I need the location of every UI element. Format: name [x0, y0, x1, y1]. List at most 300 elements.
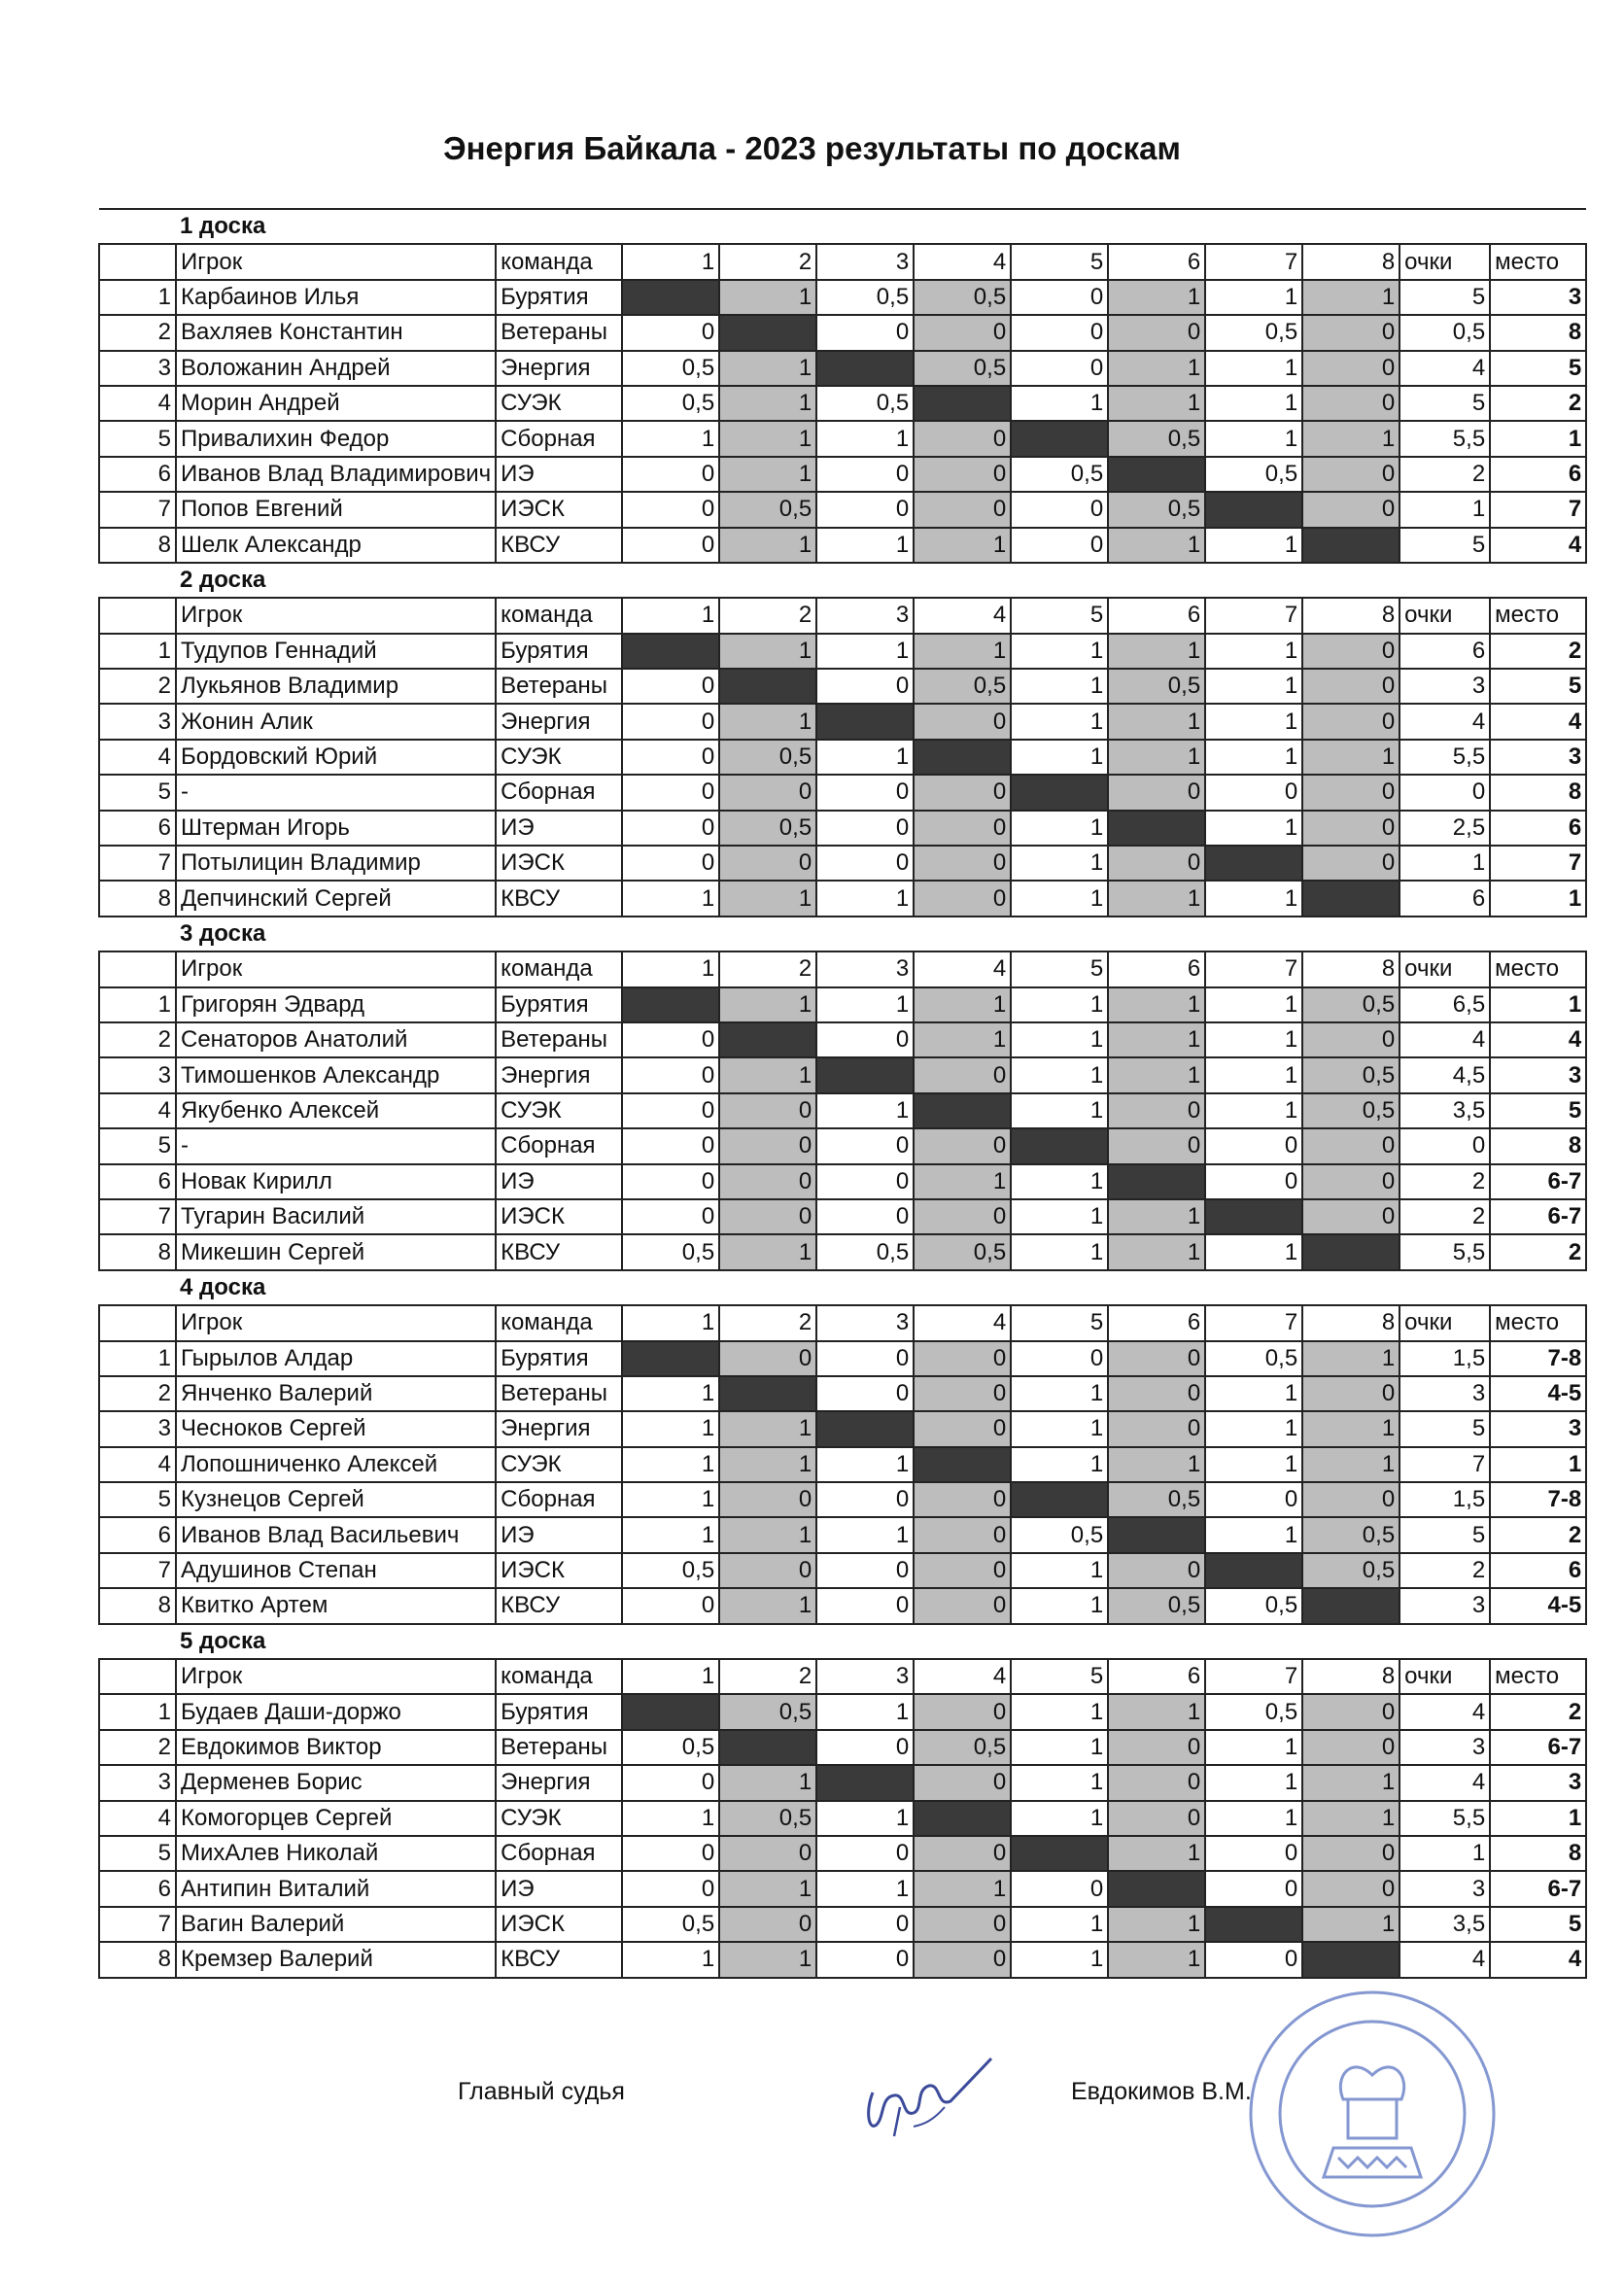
player-name: Иванов Влад Васильевич [176, 1517, 496, 1552]
result-cell: 1 [622, 881, 719, 916]
result-cell: 1 [719, 1234, 816, 1269]
header-place: место [1490, 1305, 1586, 1340]
result-cell: 1 [719, 1057, 816, 1092]
team-name: Ветераны [496, 669, 622, 704]
result-cell: 1 [1011, 1588, 1108, 1623]
diagonal-cell [914, 1447, 1011, 1482]
result-cell: 1 [1108, 1907, 1205, 1942]
diagonal-cell [1205, 1553, 1302, 1588]
result-cell: 0 [816, 1341, 914, 1376]
result-cell: 1 [719, 421, 816, 456]
header-round: 7 [1205, 1305, 1302, 1340]
result-cell: 0 [622, 1164, 719, 1199]
result-cell: 0 [816, 1164, 914, 1199]
header-round: 1 [622, 951, 719, 986]
result-cell: 1 [1108, 740, 1205, 775]
points-cell: 3 [1399, 1376, 1490, 1411]
result-cell: 0 [1011, 351, 1108, 386]
result-cell: 0 [719, 1164, 816, 1199]
header-round: 3 [816, 1659, 914, 1694]
diagonal-cell [622, 280, 719, 315]
result-cell: 0 [622, 1871, 719, 1906]
points-cell: 3,5 [1399, 1093, 1490, 1128]
table-row [99, 1553, 1586, 1588]
result-cell: 1 [1302, 1801, 1399, 1836]
result-cell: 1 [1205, 1022, 1302, 1057]
result-cell: 0,5 [719, 1801, 816, 1836]
result-cell: 0 [1011, 1341, 1108, 1376]
row-number: 2 [99, 315, 176, 350]
result-cell: 1 [816, 1871, 914, 1906]
place-cell: 6 [1490, 1553, 1586, 1588]
row-number: 6 [99, 811, 176, 846]
row-number: 4 [99, 740, 176, 775]
table-row [99, 386, 1586, 421]
result-cell: 1 [1205, 421, 1302, 456]
judge-signature [855, 2039, 1001, 2156]
place-cell: 5 [1490, 1907, 1586, 1942]
result-cell: 1 [622, 421, 719, 456]
result-cell: 0 [816, 1942, 914, 1977]
result-cell: 1 [622, 1482, 719, 1517]
result-cell: 0 [622, 1022, 719, 1057]
result-cell: 1 [1108, 987, 1205, 1022]
table-row [99, 1517, 1586, 1552]
result-cell: 1 [1302, 280, 1399, 315]
header-round: 1 [622, 1659, 719, 1694]
result-cell: 0,5 [719, 492, 816, 527]
result-cell: 0 [1108, 315, 1205, 350]
diagonal-cell [1108, 811, 1205, 846]
judge-label: Главный судья [458, 2078, 625, 2105]
result-cell: 0 [914, 1128, 1011, 1163]
header-round: 2 [719, 1659, 816, 1694]
result-cell: 0 [816, 1482, 914, 1517]
result-cell: 0,5 [914, 669, 1011, 704]
diagonal-cell [816, 1411, 914, 1446]
result-cell: 1 [622, 1517, 719, 1552]
place-cell: 2 [1490, 1234, 1586, 1269]
row-number: 5 [99, 421, 176, 456]
header-player: Игрок [176, 951, 496, 986]
header-round: 1 [622, 1305, 719, 1340]
result-cell: 0 [816, 669, 914, 704]
result-cell: 0,5 [914, 1730, 1011, 1765]
player-name: - [176, 775, 496, 810]
table-row [99, 1093, 1586, 1128]
header-player: Игрок [176, 244, 496, 279]
result-cell: 1 [1302, 1907, 1399, 1942]
place-cell: 3 [1490, 1057, 1586, 1092]
board-heading-row [99, 209, 1586, 244]
result-cell: 1 [1011, 704, 1108, 739]
result-cell: 0 [914, 1057, 1011, 1092]
result-cell: 1 [1011, 987, 1108, 1022]
team-name: Ветераны [496, 1022, 622, 1057]
player-name: Потылицин Владимир [176, 846, 496, 881]
result-cell: 0,5 [622, 386, 719, 421]
row-number: 8 [99, 1234, 176, 1269]
result-cell: 0 [816, 1836, 914, 1871]
player-name: Карбаинов Илья [176, 280, 496, 315]
header-team: команда [496, 244, 622, 279]
header-round: 1 [622, 598, 719, 633]
result-cell: 1 [719, 1447, 816, 1482]
team-name: Ветераны [496, 1730, 622, 1765]
result-cell: 1 [1011, 881, 1108, 916]
header-points: очки [1399, 244, 1490, 279]
header-place: место [1490, 244, 1586, 279]
result-cell: 1 [1205, 528, 1302, 563]
points-cell: 1 [1399, 846, 1490, 881]
result-cell: 0 [1011, 492, 1108, 527]
result-cell: 1 [1205, 1093, 1302, 1128]
result-cell: 1 [1302, 1447, 1399, 1482]
result-cell: 0 [914, 1694, 1011, 1729]
result-cell: 1 [1011, 634, 1108, 669]
place-cell: 2 [1490, 634, 1586, 669]
table-row [99, 1234, 1586, 1269]
result-cell: 0 [914, 1836, 1011, 1871]
result-cell: 0 [1302, 492, 1399, 527]
header-round: 4 [914, 244, 1011, 279]
result-cell: 0,5 [914, 1234, 1011, 1269]
row-number: 2 [99, 669, 176, 704]
place-cell: 3 [1490, 1765, 1586, 1800]
result-cell: 1 [719, 1871, 816, 1906]
table-row [99, 1022, 1586, 1057]
result-cell: 0 [1302, 846, 1399, 881]
result-cell: 0 [1302, 1022, 1399, 1057]
result-cell: 0,5 [1108, 1482, 1205, 1517]
player-name: Вагин Валерий [176, 1907, 496, 1942]
result-cell: 0 [816, 1128, 914, 1163]
result-cell: 1 [1205, 1447, 1302, 1482]
result-cell: 0,5 [816, 386, 914, 421]
team-name: Энергия [496, 1765, 622, 1800]
diagonal-cell [1108, 1164, 1205, 1199]
result-cell: 1 [914, 1022, 1011, 1057]
place-cell: 1 [1490, 1801, 1586, 1836]
diagonal-cell [622, 987, 719, 1022]
table-row [99, 1164, 1586, 1199]
points-cell: 7 [1399, 1447, 1490, 1482]
points-cell: 0,5 [1399, 315, 1490, 350]
result-cell: 1 [1011, 740, 1108, 775]
result-cell: 1 [1205, 1765, 1302, 1800]
place-cell: 5 [1490, 669, 1586, 704]
points-cell: 1,5 [1399, 1341, 1490, 1376]
table-row [99, 351, 1586, 386]
team-name: ИЭ [496, 1164, 622, 1199]
player-name: Евдокимов Виктор [176, 1730, 496, 1765]
table-row [99, 669, 1586, 704]
result-cell: 0 [816, 492, 914, 527]
diagonal-cell [1302, 528, 1399, 563]
points-cell: 5,5 [1399, 1801, 1490, 1836]
points-cell: 4 [1399, 1694, 1490, 1729]
points-cell: 5,5 [1399, 1234, 1490, 1269]
result-cell: 0,5 [1108, 421, 1205, 456]
points-cell: 1,5 [1399, 1482, 1490, 1517]
table-row [99, 1199, 1586, 1234]
table-row [99, 1376, 1586, 1411]
player-name: Новак Кирилл [176, 1164, 496, 1199]
result-cell: 0 [816, 1907, 914, 1942]
place-cell: 1 [1490, 987, 1586, 1022]
result-cell: 0 [622, 315, 719, 350]
result-cell: 0 [1205, 1128, 1302, 1163]
result-cell: 1 [1108, 1694, 1205, 1729]
header-points: очки [1399, 1659, 1490, 1694]
points-cell: 5 [1399, 280, 1490, 315]
result-cell: 0,5 [719, 740, 816, 775]
result-cell: 1 [1205, 987, 1302, 1022]
points-cell: 2 [1399, 1553, 1490, 1588]
result-cell: 1 [1108, 1942, 1205, 1977]
diagonal-cell [816, 704, 914, 739]
header-round: 8 [1302, 951, 1399, 986]
result-cell: 1 [816, 1093, 914, 1128]
result-cell: 0 [1302, 1836, 1399, 1871]
result-cell: 0 [914, 315, 1011, 350]
row-number: 3 [99, 1411, 176, 1446]
header-number-cell [99, 598, 176, 633]
team-name: КВСУ [496, 1234, 622, 1269]
place-cell: 7 [1490, 492, 1586, 527]
team-name: ИЭ [496, 457, 622, 492]
player-name: Вахляев Константин [176, 315, 496, 350]
header-round: 4 [914, 951, 1011, 986]
result-cell: 1 [622, 1801, 719, 1836]
result-cell: 1 [622, 1411, 719, 1446]
result-cell: 0,5 [622, 1907, 719, 1942]
table-row [99, 811, 1586, 846]
player-name: Шелк Александр [176, 528, 496, 563]
team-name: Энергия [496, 1057, 622, 1092]
result-cell: 1 [1205, 1411, 1302, 1446]
result-cell: 1 [816, 1517, 914, 1552]
result-cell: 1 [719, 1517, 816, 1552]
team-name: Бурятия [496, 1694, 622, 1729]
result-cell: 0 [1302, 315, 1399, 350]
result-cell: 1 [1205, 1376, 1302, 1411]
result-cell: 1 [1302, 421, 1399, 456]
points-cell: 5 [1399, 528, 1490, 563]
result-cell: 1 [1011, 1093, 1108, 1128]
result-cell: 1 [1108, 704, 1205, 739]
player-name: Дерменев Борис [176, 1765, 496, 1800]
points-cell: 3 [1399, 1871, 1490, 1906]
result-cell: 0 [622, 775, 719, 810]
result-cell: 0 [914, 1199, 1011, 1234]
player-name: Якубенко Алексей [176, 1093, 496, 1128]
result-cell: 0 [719, 1553, 816, 1588]
place-cell: 4 [1490, 704, 1586, 739]
place-cell: 3 [1490, 1411, 1586, 1446]
header-number-cell [99, 1659, 176, 1694]
player-name: Будаев Даши-доржо [176, 1694, 496, 1729]
result-cell: 0 [622, 811, 719, 846]
place-cell: 8 [1490, 775, 1586, 810]
row-number: 7 [99, 1553, 176, 1588]
diagonal-cell [914, 386, 1011, 421]
table-row [99, 457, 1586, 492]
row-number: 3 [99, 1057, 176, 1092]
diagonal-cell [914, 1093, 1011, 1128]
header-round: 6 [1108, 951, 1205, 986]
diagonal-cell [914, 740, 1011, 775]
header-round: 6 [1108, 1659, 1205, 1694]
team-name: ИЭСК [496, 1553, 622, 1588]
result-cell: 0 [914, 457, 1011, 492]
row-number: 1 [99, 987, 176, 1022]
player-name: Тимошенков Александр [176, 1057, 496, 1092]
place-cell: 7-8 [1490, 1341, 1586, 1376]
result-cell: 0 [719, 1341, 816, 1376]
result-cell: 0 [1302, 1376, 1399, 1411]
header-round: 6 [1108, 1305, 1205, 1340]
header-round: 8 [1302, 244, 1399, 279]
header-round: 7 [1205, 598, 1302, 633]
place-cell: 6-7 [1490, 1730, 1586, 1765]
result-cell: 1 [1205, 1801, 1302, 1836]
result-cell: 0,5 [1302, 1517, 1399, 1552]
result-cell: 0 [914, 881, 1011, 916]
board-title: 3 доска [176, 917, 1586, 951]
result-cell: 0,5 [1108, 669, 1205, 704]
result-cell: 0 [1302, 386, 1399, 421]
board-heading-row [99, 1270, 1586, 1305]
result-cell: 1 [1011, 1411, 1108, 1446]
result-cell: 0 [914, 1517, 1011, 1552]
result-cell: 0 [816, 1022, 914, 1057]
result-cell: 0,5 [1205, 457, 1302, 492]
result-cell: 0,5 [719, 1694, 816, 1729]
table-row [99, 1482, 1586, 1517]
result-cell: 0 [914, 1411, 1011, 1446]
row-number: 6 [99, 1164, 176, 1199]
diagonal-cell [719, 1376, 816, 1411]
page-title: Энергия Байкала - 2023 результаты по доскам [443, 130, 1181, 166]
player-name: Штерман Игорь [176, 811, 496, 846]
player-name: Бордовский Юрий [176, 740, 496, 775]
result-cell: 0 [1108, 1730, 1205, 1765]
result-cell: 0 [816, 1730, 914, 1765]
result-cell: 0 [1302, 704, 1399, 739]
result-cell: 0,5 [816, 1234, 914, 1269]
result-cell: 0 [622, 528, 719, 563]
table-row [99, 1871, 1586, 1906]
result-cell: 0,5 [1011, 1517, 1108, 1552]
result-cell: 0 [816, 811, 914, 846]
header-round: 5 [1011, 951, 1108, 986]
player-name: Морин Андрей [176, 386, 496, 421]
result-cell: 0 [914, 1482, 1011, 1517]
points-cell: 2 [1399, 457, 1490, 492]
team-name: КВСУ [496, 881, 622, 916]
result-cell: 0 [1302, 1730, 1399, 1765]
result-cell: 1 [1108, 280, 1205, 315]
place-cell: 8 [1490, 1128, 1586, 1163]
judge-name: Евдокимов В.М. [1071, 2078, 1252, 2105]
points-cell: 6,5 [1399, 987, 1490, 1022]
player-name: Иванов Влад Владимирович [176, 457, 496, 492]
result-cell: 0 [1108, 846, 1205, 881]
table-row [99, 1411, 1586, 1446]
result-cell: 1 [1302, 1765, 1399, 1800]
result-cell: 1 [1011, 1234, 1108, 1269]
player-name: Григорян Эдвард [176, 987, 496, 1022]
board-heading-spacer [99, 917, 176, 951]
result-cell: 0 [622, 1128, 719, 1163]
table-row [99, 528, 1586, 563]
table-header-row [99, 951, 1586, 986]
team-name: СУЭК [496, 1801, 622, 1836]
result-cell: 0 [914, 1588, 1011, 1623]
result-cell: 1 [914, 634, 1011, 669]
row-number: 6 [99, 1871, 176, 1906]
result-cell: 1 [1011, 1942, 1108, 1977]
result-cell: 1 [1205, 740, 1302, 775]
table-row [99, 987, 1586, 1022]
table-row [99, 740, 1586, 775]
result-cell: 1 [719, 1411, 816, 1446]
result-cell: 0 [816, 1553, 914, 1588]
result-cell: 0 [914, 811, 1011, 846]
result-cell: 1 [622, 1447, 719, 1482]
board-title: 5 доска [176, 1624, 1586, 1659]
header-points: очки [1399, 598, 1490, 633]
result-cell: 0,5 [1108, 1588, 1205, 1623]
result-cell: 1 [719, 351, 816, 386]
result-cell: 0 [1205, 1871, 1302, 1906]
team-name: ИЭСК [496, 1907, 622, 1942]
result-cell: 1 [914, 528, 1011, 563]
result-cell: 0,5 [622, 1234, 719, 1269]
result-cell: 0 [1205, 1836, 1302, 1871]
result-cell: 0 [1108, 775, 1205, 810]
header-points: очки [1399, 951, 1490, 986]
header-player: Игрок [176, 1305, 496, 1340]
points-cell: 3 [1399, 1588, 1490, 1623]
result-cell: 1 [1011, 1553, 1108, 1588]
points-cell: 6 [1399, 881, 1490, 916]
place-cell: 6 [1490, 811, 1586, 846]
result-cell: 1 [622, 1942, 719, 1977]
diagonal-cell [719, 1022, 816, 1057]
result-cell: 0 [914, 492, 1011, 527]
result-cell: 1 [1205, 704, 1302, 739]
result-cell: 1 [1011, 1694, 1108, 1729]
result-cell: 1 [1011, 1199, 1108, 1234]
table-row [99, 1836, 1586, 1871]
header-round: 6 [1108, 598, 1205, 633]
player-name: Попов Евгений [176, 492, 496, 527]
result-cell: 0 [1302, 775, 1399, 810]
club-stamp [1241, 1983, 1503, 2245]
header-round: 3 [816, 951, 914, 986]
row-number: 7 [99, 492, 176, 527]
diagonal-cell [1205, 846, 1302, 881]
diagonal-cell [1011, 775, 1108, 810]
diagonal-cell [1011, 1836, 1108, 1871]
table-row [99, 1128, 1586, 1163]
header-round: 2 [719, 951, 816, 986]
result-cell: 0 [719, 846, 816, 881]
diagonal-cell [1011, 1128, 1108, 1163]
diagonal-cell [1302, 1942, 1399, 1977]
